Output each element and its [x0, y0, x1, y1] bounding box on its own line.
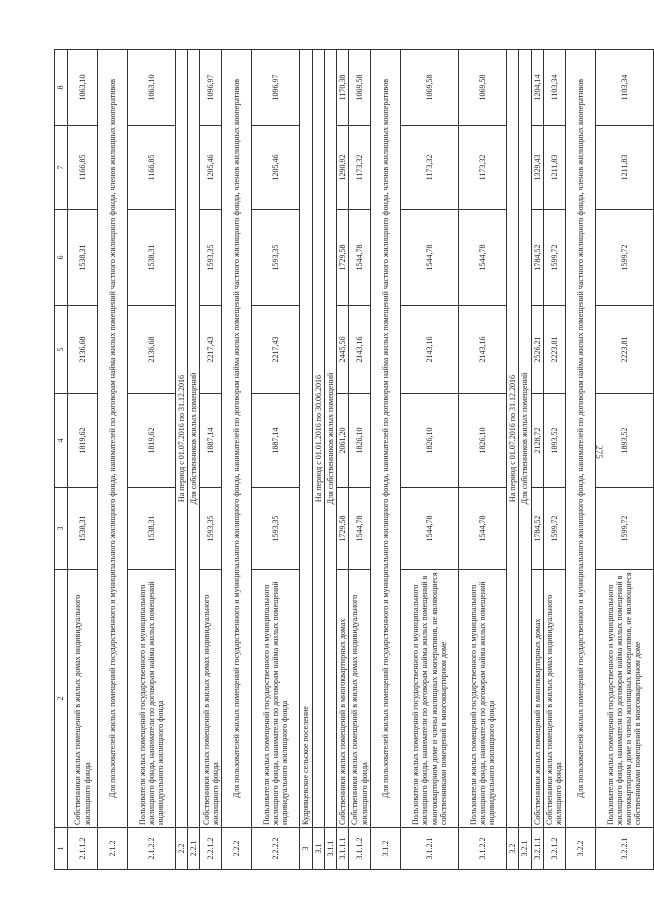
header-cell: 1 [55, 828, 68, 870]
table-row [349, 50, 371, 870]
table-row [336, 50, 348, 870]
table-row [200, 50, 222, 870]
tariff-value: 2223,81 [595, 306, 653, 394]
table-row [595, 50, 653, 870]
section-title: Кудрявцевское сельское поселение [300, 50, 312, 828]
tariff-value: 1893,52 [595, 394, 653, 488]
header-cell: 8 [55, 50, 68, 126]
section-row [176, 50, 188, 870]
tariff-value: 1826,10 [401, 394, 459, 488]
tariff-value: 1784,52 [531, 210, 543, 306]
row-number: 3.1.2 [371, 828, 401, 870]
tariff-value: 1599,72 [595, 210, 653, 306]
row-number: 3.2 [507, 828, 519, 870]
section-row [300, 50, 312, 870]
header-row [55, 50, 68, 870]
section-title: На период с 01.07.2016 по 31.12.2016 [176, 50, 188, 828]
section-title: Для собственников жилых помещений [324, 50, 336, 828]
tariff-value: 1893,52 [543, 394, 565, 488]
tariff-value: 1599,72 [595, 488, 653, 570]
row-number: 2.2.2.2 [252, 828, 300, 870]
row-number: 3.1.1 [324, 828, 336, 870]
section-title: Для пользователей жилых помещений государственного и муниципального жилищного фонда, нанимателей по договорам найма жилых помещений частного жилищного фонда, членов жилищных кооперативов [98, 50, 128, 828]
tariff-value: 1211,83 [595, 126, 653, 210]
tariff-value: 1103,34 [595, 50, 653, 126]
section-row [519, 50, 531, 870]
row-description: Пользователи жилых помещений государственного и муниципального жилищного фонда, наниматели по договорам найма жилых помещений индивидуального жилищного фонда [252, 570, 300, 828]
tariff-value: 1069,58 [349, 50, 371, 126]
tariff-value: 1599,72 [543, 210, 565, 306]
tariff-value: 2217,43 [252, 306, 300, 394]
tariff-value: 1538,31 [68, 488, 98, 570]
tariff-value: 1887,14 [200, 394, 222, 488]
row-description: Пользователи жилых помещений государственного и муниципального жилищного фонда, наниматели по договорам найма жилых помещений индивидуального жилищного фонда [128, 570, 176, 828]
tariff-value: 1166,85 [128, 126, 176, 210]
tariff-value: 1096,97 [252, 50, 300, 126]
tariff-value: 1538,31 [68, 210, 98, 306]
tariff-value: 1544,78 [349, 488, 371, 570]
section-row [324, 50, 336, 870]
tariff-value: 1544,78 [349, 210, 371, 306]
tariff-value: 2136,68 [128, 306, 176, 394]
section-title: На период с 01.01.2016 по 30.06.2016 [312, 50, 324, 828]
tariff-value: 1544,78 [459, 488, 507, 570]
row-number: 2.1.2.2 [128, 828, 176, 870]
row-number: 3.2.2.1 [595, 828, 653, 870]
row-description: Пользователи жилых помещений государственного и муниципального жилищного фонда, наниматели по договорам найма жилых помещений индивидуального жилищного фонда [459, 570, 507, 828]
row-number: 3.2.2 [565, 828, 595, 870]
tariff-value: 1544,78 [459, 210, 507, 306]
section-title: Для собственников жилых помещений [188, 50, 200, 828]
tariff-value: 1205,46 [252, 126, 300, 210]
tariff-value: 1593,35 [200, 210, 222, 306]
row-number: 3.1 [312, 828, 324, 870]
tariff-value: 1593,35 [252, 210, 300, 306]
section-row [507, 50, 519, 870]
section-title: Для собственников жилых помещений [519, 50, 531, 828]
tariff-value: 2223,81 [543, 306, 565, 394]
header-cell: 2 [55, 570, 68, 828]
row-description: Собственники жилых помещений в жилых домах индивидуального жилищного фонда [349, 570, 371, 828]
row-description: Пользователи жилых помещений государственного и муниципального жилищного фонда, наниматели по договорам найма жилых помещений в многоквартирном доме и члены жилищных кооперативов, не являющиеся собственниками помещений в многоквартирном доме [595, 570, 653, 828]
tariff-value: 2526,21 [531, 306, 543, 394]
tariff-value: 1063,10 [128, 50, 176, 126]
tariff-value: 1729,58 [336, 210, 348, 306]
tariff-value: 2136,68 [68, 306, 98, 394]
table-row [531, 50, 543, 870]
header-cell: 4 [55, 394, 68, 488]
row-description: Собственники жилых помещений в многоквартирных домах [531, 570, 543, 828]
row-number: 3.2.1.1 [531, 828, 543, 870]
table-row [128, 50, 176, 870]
tariff-value: 1329,43 [531, 126, 543, 210]
tariff-value: 1173,32 [459, 126, 507, 210]
tariff-value: 2061,20 [336, 394, 348, 488]
tariff-value: 1544,78 [401, 210, 459, 306]
header-cell: 5 [55, 306, 68, 394]
row-description: Собственники жилых помещений в жилых домах индивидуального жилищного фонда [543, 570, 565, 828]
page-number: 275 [593, 445, 604, 459]
section-title: Для пользователей жилых помещений государственного и муниципального жилищного фонда, нанимателей по договорам найма жилых помещений частного жилищного фонда, членов жилищных кооперативов [565, 50, 595, 828]
tariff-value: 1069,58 [401, 50, 459, 126]
row-number: 2.2.1 [188, 828, 200, 870]
section-row [371, 50, 401, 870]
section-title: На период с 01.07.2016 по 31.12.2016 [507, 50, 519, 828]
tariff-value: 1096,97 [200, 50, 222, 126]
section-row [98, 50, 128, 870]
row-number: 3.1.2.2 [459, 828, 507, 870]
tariff-value: 1204,14 [531, 50, 543, 126]
tariff-value: 1173,32 [401, 126, 459, 210]
table-row [459, 50, 507, 870]
tariff-value: 1599,72 [543, 488, 565, 570]
tariff-value: 1887,14 [252, 394, 300, 488]
table-row [252, 50, 300, 870]
header-cell: 3 [55, 488, 68, 570]
row-number: 3.1.1.2 [349, 828, 371, 870]
tariff-value: 1103,34 [543, 50, 565, 126]
row-description: Собственники жилых помещений в многоквартирных домах [336, 570, 348, 828]
tariff-value: 1170,38 [336, 50, 348, 126]
tariff-value: 1826,10 [459, 394, 507, 488]
tariff-value: 2445,56 [336, 306, 348, 394]
header-cell: 6 [55, 210, 68, 306]
table-row [543, 50, 565, 870]
section-title: Для пользователей жилых помещений государственного и муниципального жилищного фонда, нанимателей по договорам найма жилых помещений частного жилищного фонда, членов жилищных кооперативов [222, 50, 252, 828]
table-row [401, 50, 459, 870]
section-row [222, 50, 252, 870]
row-number: 2.2.1.2 [200, 828, 222, 870]
tariff-value: 1544,78 [401, 488, 459, 570]
tariff-value: 1069,58 [459, 50, 507, 126]
tariff-value: 1819,62 [68, 394, 98, 488]
tariff-value: 1205,46 [200, 126, 222, 210]
tariff-value: 1826,10 [349, 394, 371, 488]
tariff-value: 2143,16 [349, 306, 371, 394]
tariff-value: 1063,10 [68, 50, 98, 126]
row-description: Пользователи жилых помещений государственного и муниципального жилищного фонда, наниматели по договорам найма жилых помещений в многоквартирном доме и члены жилищных кооперативов, не являющиеся собственниками помещений в многоквартирном доме [401, 570, 459, 828]
table-row [68, 50, 98, 870]
row-number: 3.2.1 [519, 828, 531, 870]
tariff-value: 1593,35 [252, 488, 300, 570]
row-number: 3 [300, 828, 312, 870]
tariff-value: 1290,92 [336, 126, 348, 210]
header-cell: 7 [55, 126, 68, 210]
tariff-value: 1166,85 [68, 126, 98, 210]
tariff-value: 1538,31 [128, 210, 176, 306]
section-row [312, 50, 324, 870]
row-number: 2.2 [176, 828, 188, 870]
tariff-value: 2143,16 [401, 306, 459, 394]
tariff-value: 1729,58 [336, 488, 348, 570]
row-number: 3.1.1.1 [336, 828, 348, 870]
section-row [565, 50, 595, 870]
section-row [188, 50, 200, 870]
section-title: Для пользователей жилых помещений государственного и муниципального жилищного фонда, нанимателей по договорам найма жилых помещений частного жилищного фонда, членов жилищных кооперативов [371, 50, 401, 828]
tariff-value: 1819,62 [128, 394, 176, 488]
row-number: 3.1.2.1 [401, 828, 459, 870]
row-description: Собственники жилых помещений в жилых домах индивидуального жилищного фонда [68, 570, 98, 828]
tariff-table [54, 49, 654, 870]
tariff-value: 2143,16 [459, 306, 507, 394]
tariff-value: 2217,43 [200, 306, 222, 394]
tariff-value: 2128,72 [531, 394, 543, 488]
tariff-value: 1593,35 [200, 488, 222, 570]
tariff-value: 1211,83 [543, 126, 565, 210]
row-number: 3.2.1.2 [543, 828, 565, 870]
tariff-value: 1538,31 [128, 488, 176, 570]
row-description: Собственники жилых помещений в жилых домах индивидуального жилищного фонда [200, 570, 222, 828]
row-number: 2.1.2 [98, 828, 128, 870]
row-number: 2.1.1.2 [68, 828, 98, 870]
tariff-value: 1173,32 [349, 126, 371, 210]
row-number: 2.2.2 [222, 828, 252, 870]
tariff-value: 1784,52 [531, 488, 543, 570]
